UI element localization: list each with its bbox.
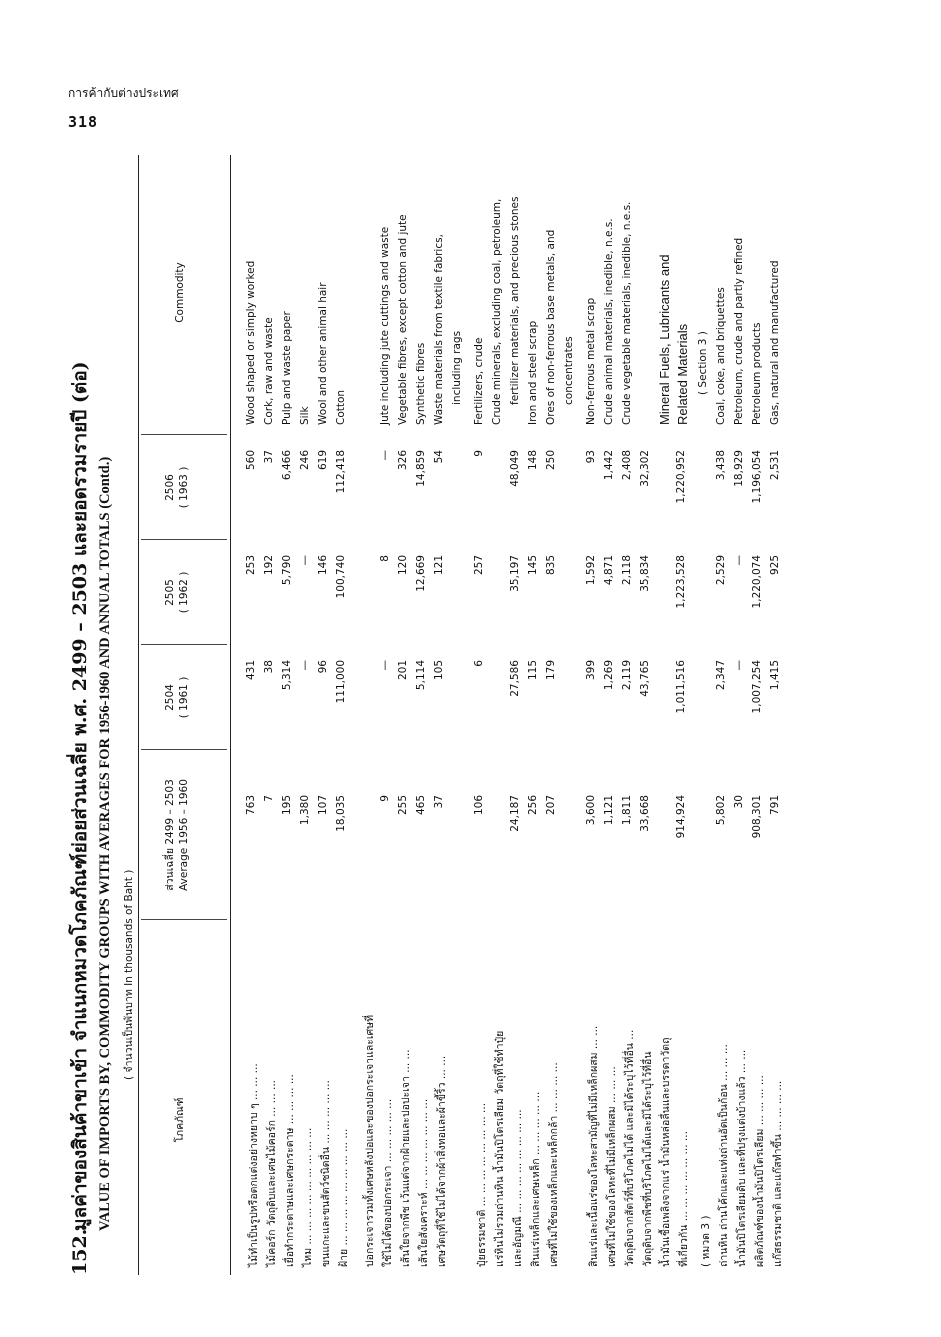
row-thai-label: แร่หินไม่รวมถ่านหิน น้ำมันปิโตรเลียม วัตถุที่ใช้ทำปุ๋ย <box>494 1030 506 1267</box>
row-thai-label: แก๊สธรรมชาติ และแก๊สทำขึ้น ... ... ... ... <box>772 1080 784 1267</box>
row-thai-label: น้ำมันเชื้อเพลิงจากแร่ น้ำมันหล่อลื่นและบรรดาวัตถุ <box>660 1037 672 1267</box>
row-1963-value: 37 <box>263 450 275 464</box>
row-1963-value: 1,442 <box>603 450 615 481</box>
row-1962-value: 145 <box>527 555 539 576</box>
row-english-label: Gas, natural and manufactured <box>769 260 781 425</box>
row-1963-value: 1,196,054 <box>751 450 763 504</box>
row-thai-label: ถ่านหิน ถ่านโค้กและแท่งถ่านอัดเป็นก้อน ... ... ... <box>718 1044 730 1267</box>
row-average-value: 1,121 <box>603 795 615 826</box>
row-average-value: 1,380 <box>299 795 311 826</box>
row-1963-value: 246 <box>299 450 311 471</box>
row-average-value: 106 <box>473 795 485 816</box>
row-thai-label: ไหม ... ... ... ... ... ... ... ... ... <box>302 1127 314 1267</box>
row-thai-label: เศษที่ไม่ใช้ของโลหะที่ไม่มีเหล็กผสม ... ... ... <box>606 1066 618 1267</box>
row-1961-value: 1,269 <box>603 660 615 691</box>
row-1962-value: — <box>299 555 311 566</box>
row-english-label: Wool and other animal hair <box>317 282 329 425</box>
year-1961: ( 1961 ) <box>178 676 190 719</box>
row-average-value: 3,600 <box>585 795 597 826</box>
row-thai-label: ไม้คอร์ก วัตถุดิบและเศษไม้คอร์ก ... ... ... <box>266 1079 278 1267</box>
row-1961-value: 2,347 <box>715 660 727 691</box>
row-1962-value: 2,529 <box>715 555 727 586</box>
row-thai-label: ฝ้าย ... ... ... ... ... ... ... ... ... <box>338 1128 350 1267</box>
row-1961-value: 201 <box>397 660 409 681</box>
row-1962-value: 2,118 <box>621 555 633 586</box>
divider <box>141 919 227 920</box>
row-1962-value: 146 <box>317 555 329 576</box>
row-english-label: Cotton <box>335 389 347 425</box>
row-english-label: Iron and steel scrap <box>527 320 539 425</box>
row-1963-value: 112,418 <box>335 450 347 494</box>
year-thai-2505: 2505 <box>164 579 176 606</box>
row-english-label: Silk <box>299 406 311 425</box>
row-1961-value: 6 <box>473 660 485 667</box>
row-thai-label: ปอกระเจารวมทั้งเศษหลังปอและของปอกระเจาและเศษที่ <box>364 1014 376 1267</box>
row-1961-value: 1,007,254 <box>751 660 763 714</box>
row-average-value: 18,035 <box>335 795 347 832</box>
row-thai-label: เศษวัตถุที่ใช้ไม่ได้จากผ้าสิ่งทอและผ้าขี้ริ้ว ... ... <box>436 1055 448 1267</box>
row-thai-label: ผลิตภัณฑ์ของน้ำมันปิโตรเลียม ... ... ... ... <box>754 1075 766 1267</box>
row-english-label: Cork, raw and waste <box>263 317 275 425</box>
row-average-value: 5,802 <box>715 795 727 826</box>
row-1961-value: 96 <box>317 660 329 674</box>
row-1963-value: 3,438 <box>715 450 727 481</box>
row-1962-value: 121 <box>433 555 445 576</box>
row-average-value: 914,924 <box>675 795 687 839</box>
row-thai-label: เยื่อทำกระดาษและเศษกระดาษ ... ... ... ... <box>284 1074 296 1267</box>
col-head-thai-commodity: โภคภัณฑ์ <box>174 1097 186 1143</box>
row-1961-value: 43,765 <box>639 660 651 697</box>
row-average-value: 37 <box>433 795 445 809</box>
row-average-value: 207 <box>545 795 557 816</box>
row-thai-label: น้ำมันปิโตรเลียมดิบ และที่ปรุงแต่งบ้างแล้ว ... ... <box>736 1049 748 1267</box>
row-thai-label: ขนแกะและขนสัตว์ชนิดอื่น ... ... ... ... ... <box>320 1080 332 1267</box>
row-1963-value: — <box>379 450 391 461</box>
unit-note: ( จำนวนเป็นพันบาท In thousands of Baht ) <box>123 869 135 1080</box>
average-line1: ส่วนเฉลี่ย 2499 – 2503 <box>164 779 176 891</box>
row-1962-value: 1,592 <box>585 555 597 586</box>
table-title-thai <box>65 155 95 1275</box>
row-1961-value: 399 <box>585 660 597 681</box>
row-1963-value: 326 <box>397 450 409 471</box>
average-line2: Average 1956 – 1960 <box>178 779 190 891</box>
row-english-label: Non-ferrous metal scrap <box>585 297 597 425</box>
row-average-value: 7 <box>263 795 275 802</box>
row-1962-value: 835 <box>545 555 557 576</box>
row-1961-value: 38 <box>263 660 275 674</box>
row-1962-value: 1,220,074 <box>751 555 763 609</box>
row-1961-value: 179 <box>545 660 557 681</box>
row-1961-value: 5,114 <box>415 660 427 691</box>
row-1961-value: — <box>733 660 745 671</box>
divider <box>141 539 227 540</box>
row-thai-label: ปุ๋ยธรรมชาติ ... ... ... ... ... ... ... ... <box>476 1102 488 1267</box>
row-average-value: 107 <box>317 795 329 816</box>
row-1963-value: 93 <box>585 450 597 464</box>
col-head-commodity: Commodity <box>174 262 186 323</box>
top-rule <box>138 155 139 1275</box>
row-average-value: 33,668 <box>639 795 651 832</box>
header-rule <box>230 155 231 1275</box>
row-1962-value: 12,669 <box>415 555 427 592</box>
col-head-average <box>163 755 191 915</box>
row-english-label: Coal, coke, and briquettes <box>715 287 727 425</box>
row-english-label: Crude animal materials, inedible, n.e.s. <box>603 218 615 425</box>
row-1963-value: 148 <box>527 450 539 471</box>
row-english-label: ( Section 3 ) <box>697 331 709 395</box>
row-thai-label: เส้นใยจากพืช เว้นแต่จากฝ้ายและปอปะเจา ... ... <box>400 1049 412 1267</box>
row-english-label: Ores of non-ferrous base metals, and <box>545 229 557 425</box>
row-average-value: 24,187 <box>509 795 521 832</box>
row-1961-value: — <box>379 660 391 671</box>
year-thai-2506: 2506 <box>164 474 176 501</box>
row-average-value: 465 <box>415 795 427 816</box>
row-1962-value: — <box>733 555 745 566</box>
row-thai-label: สินแร่เหล็กและเศษเหล็ก ... ... ... ... ... <box>530 1091 542 1267</box>
row-english-label: Fertilizers, crude <box>473 337 485 425</box>
col-head-1962 <box>163 545 191 640</box>
divider <box>141 749 227 750</box>
row-english-label: Vegetable fibres, except cotton and jute <box>397 214 409 425</box>
row-1963-value: 48,049 <box>509 450 521 487</box>
row-1961-value: 115 <box>527 660 539 681</box>
row-average-value: 256 <box>527 795 539 816</box>
row-1963-value: 14,859 <box>415 450 427 487</box>
page-number: 318 <box>68 113 99 131</box>
row-average-value: 195 <box>281 795 293 816</box>
row-1962-value: 192 <box>263 555 275 576</box>
row-thai-label: สินแร่และเนื้อแร่ของโลหะสามัญที่ไม่มีเหล็กผสม ... ... <box>588 1025 600 1267</box>
year-1963: ( 1963 ) <box>178 466 190 509</box>
row-1961-value: 5,314 <box>281 660 293 691</box>
row-thai-label: ใช้ไม่ได้ของปอกระเจา ... ... ... ... ... <box>382 1098 394 1267</box>
row-1962-value: 120 <box>397 555 409 576</box>
divider <box>141 434 227 435</box>
row-1961-value: 27,586 <box>509 660 521 697</box>
row-average-value: 763 <box>245 795 257 816</box>
col-head-1961 <box>163 650 191 745</box>
row-average-value: 30 <box>733 795 745 809</box>
col-head-1963 <box>163 440 191 535</box>
row-1963-value: 560 <box>245 450 257 471</box>
row-1962-value: 100,740 <box>335 555 347 599</box>
table-number: 152. <box>69 1228 91 1275</box>
row-1963-value: 54 <box>433 450 445 464</box>
row-1961-value: 2,119 <box>621 660 633 691</box>
row-english-label: Waste materials from textile fabrics, <box>433 234 445 425</box>
title-thai-text: มูลค่าของสินค้าขาเข้า จำแนกหมวดโภคภัณฑ์ย่อยส่วนเฉลี่ย พ.ศ. 2499 – 2503 และยอดรวมรายปี (ต่อ) <box>69 361 91 1231</box>
row-average-value: 255 <box>397 795 409 816</box>
row-english-label: Wood shaped or simply worked <box>245 260 257 425</box>
row-average-value: 908,301 <box>751 795 763 839</box>
row-english-label: Mineral Fuels, Lubricants and <box>657 254 672 425</box>
row-1962-value: 8 <box>379 555 391 562</box>
row-thai-label: เศษที่ไม่ใช้ของเหล็กและเหล็กกล้า ... ... ... ... <box>548 1062 560 1267</box>
row-1961-value: 1,415 <box>769 660 781 691</box>
running-header: การค้ากับต่างประเทศ <box>68 86 179 100</box>
row-1963-value: 1,220,952 <box>675 450 687 504</box>
row-1961-value: 105 <box>433 660 445 681</box>
row-1963-value: 18,929 <box>733 450 745 487</box>
row-1963-value: 9 <box>473 450 485 457</box>
row-thai-label: วัตถุดิบจากพืชที่บริโภคไม่ได้และมิได้ระบุไว้ที่อื่น <box>642 1051 654 1267</box>
row-english-label: Crude minerals, excluding coal, petroleum, <box>491 198 503 425</box>
row-1963-value: 250 <box>545 450 557 471</box>
row-1961-value: — <box>299 660 311 671</box>
row-1962-value: 253 <box>245 555 257 576</box>
row-1962-value: 4,871 <box>603 555 615 586</box>
row-english-label: Related Materials <box>675 323 690 425</box>
row-thai-label: ไม้ทำเป็นรูปหรือตกแต่งอย่างหยาบ ๆ ... ... ... <box>248 1063 260 1267</box>
divider <box>141 644 227 645</box>
row-english-label: Synthetic fibres <box>415 342 427 425</box>
row-1962-value: 35,197 <box>509 555 521 592</box>
row-english-label: concentrates <box>563 336 575 405</box>
row-1963-value: 6,466 <box>281 450 293 481</box>
row-thai-label: วัตถุดิบจากสัตว์ที่บริโภคไม่ได้ และมิได้ระบุไว้ที่อื่น ... <box>624 1029 636 1267</box>
row-english-label: Jute including jute cuttings and waste <box>379 226 391 425</box>
row-1963-value: 32,302 <box>639 450 651 487</box>
row-1962-value: 1,223,528 <box>675 555 687 609</box>
row-thai-label: เส้นใยสังเคราะห์ ... ... ... ... ... ... ... <box>418 1098 430 1267</box>
row-1962-value: 257 <box>473 555 485 576</box>
row-average-value: 1,811 <box>621 795 633 826</box>
row-english-label: Petroleum products <box>751 322 763 425</box>
row-thai-label: และอัญมณี ... ... ... ... ... ... ... ... <box>512 1109 524 1267</box>
row-1963-value: 2,408 <box>621 450 633 481</box>
row-1961-value: 431 <box>245 660 257 681</box>
year-thai-2504: 2504 <box>164 684 176 711</box>
rotated-table-page <box>65 155 905 1275</box>
table-title-english: VALUE OF IMPORTS BY, COMMODITY GROUPS WITH AVERAGES FOR 1956-1960 AND ANNUAL TOTALS (Contd.) <box>97 456 113 1231</box>
row-english-label: Pulp and waste paper <box>281 311 293 425</box>
row-average-value: 791 <box>769 795 781 816</box>
row-1962-value: 35,834 <box>639 555 651 592</box>
row-english-label: including rags <box>451 330 463 405</box>
row-english-label: Petroleum, crude and partly refined <box>733 237 745 425</box>
row-1962-value: 5,790 <box>281 555 293 586</box>
row-thai-label: ที่เกี่ยวกัน ... ... ... ... ... ... ... <box>678 1131 690 1267</box>
row-thai-label: ( หมวด 3 ) <box>700 1215 712 1267</box>
row-average-value: 9 <box>379 795 391 802</box>
row-english-label: fertilizer materials, and precious stones <box>509 196 521 405</box>
year-1962: ( 1962 ) <box>178 571 190 614</box>
row-1961-value: 111,000 <box>335 660 347 704</box>
row-1961-value: 1,011,516 <box>675 660 687 714</box>
row-1962-value: 925 <box>769 555 781 576</box>
row-english-label: Crude vegetable materials, inedible, n.e.s. <box>621 201 633 425</box>
row-1963-value: 619 <box>317 450 329 471</box>
row-1963-value: 2,531 <box>769 450 781 481</box>
